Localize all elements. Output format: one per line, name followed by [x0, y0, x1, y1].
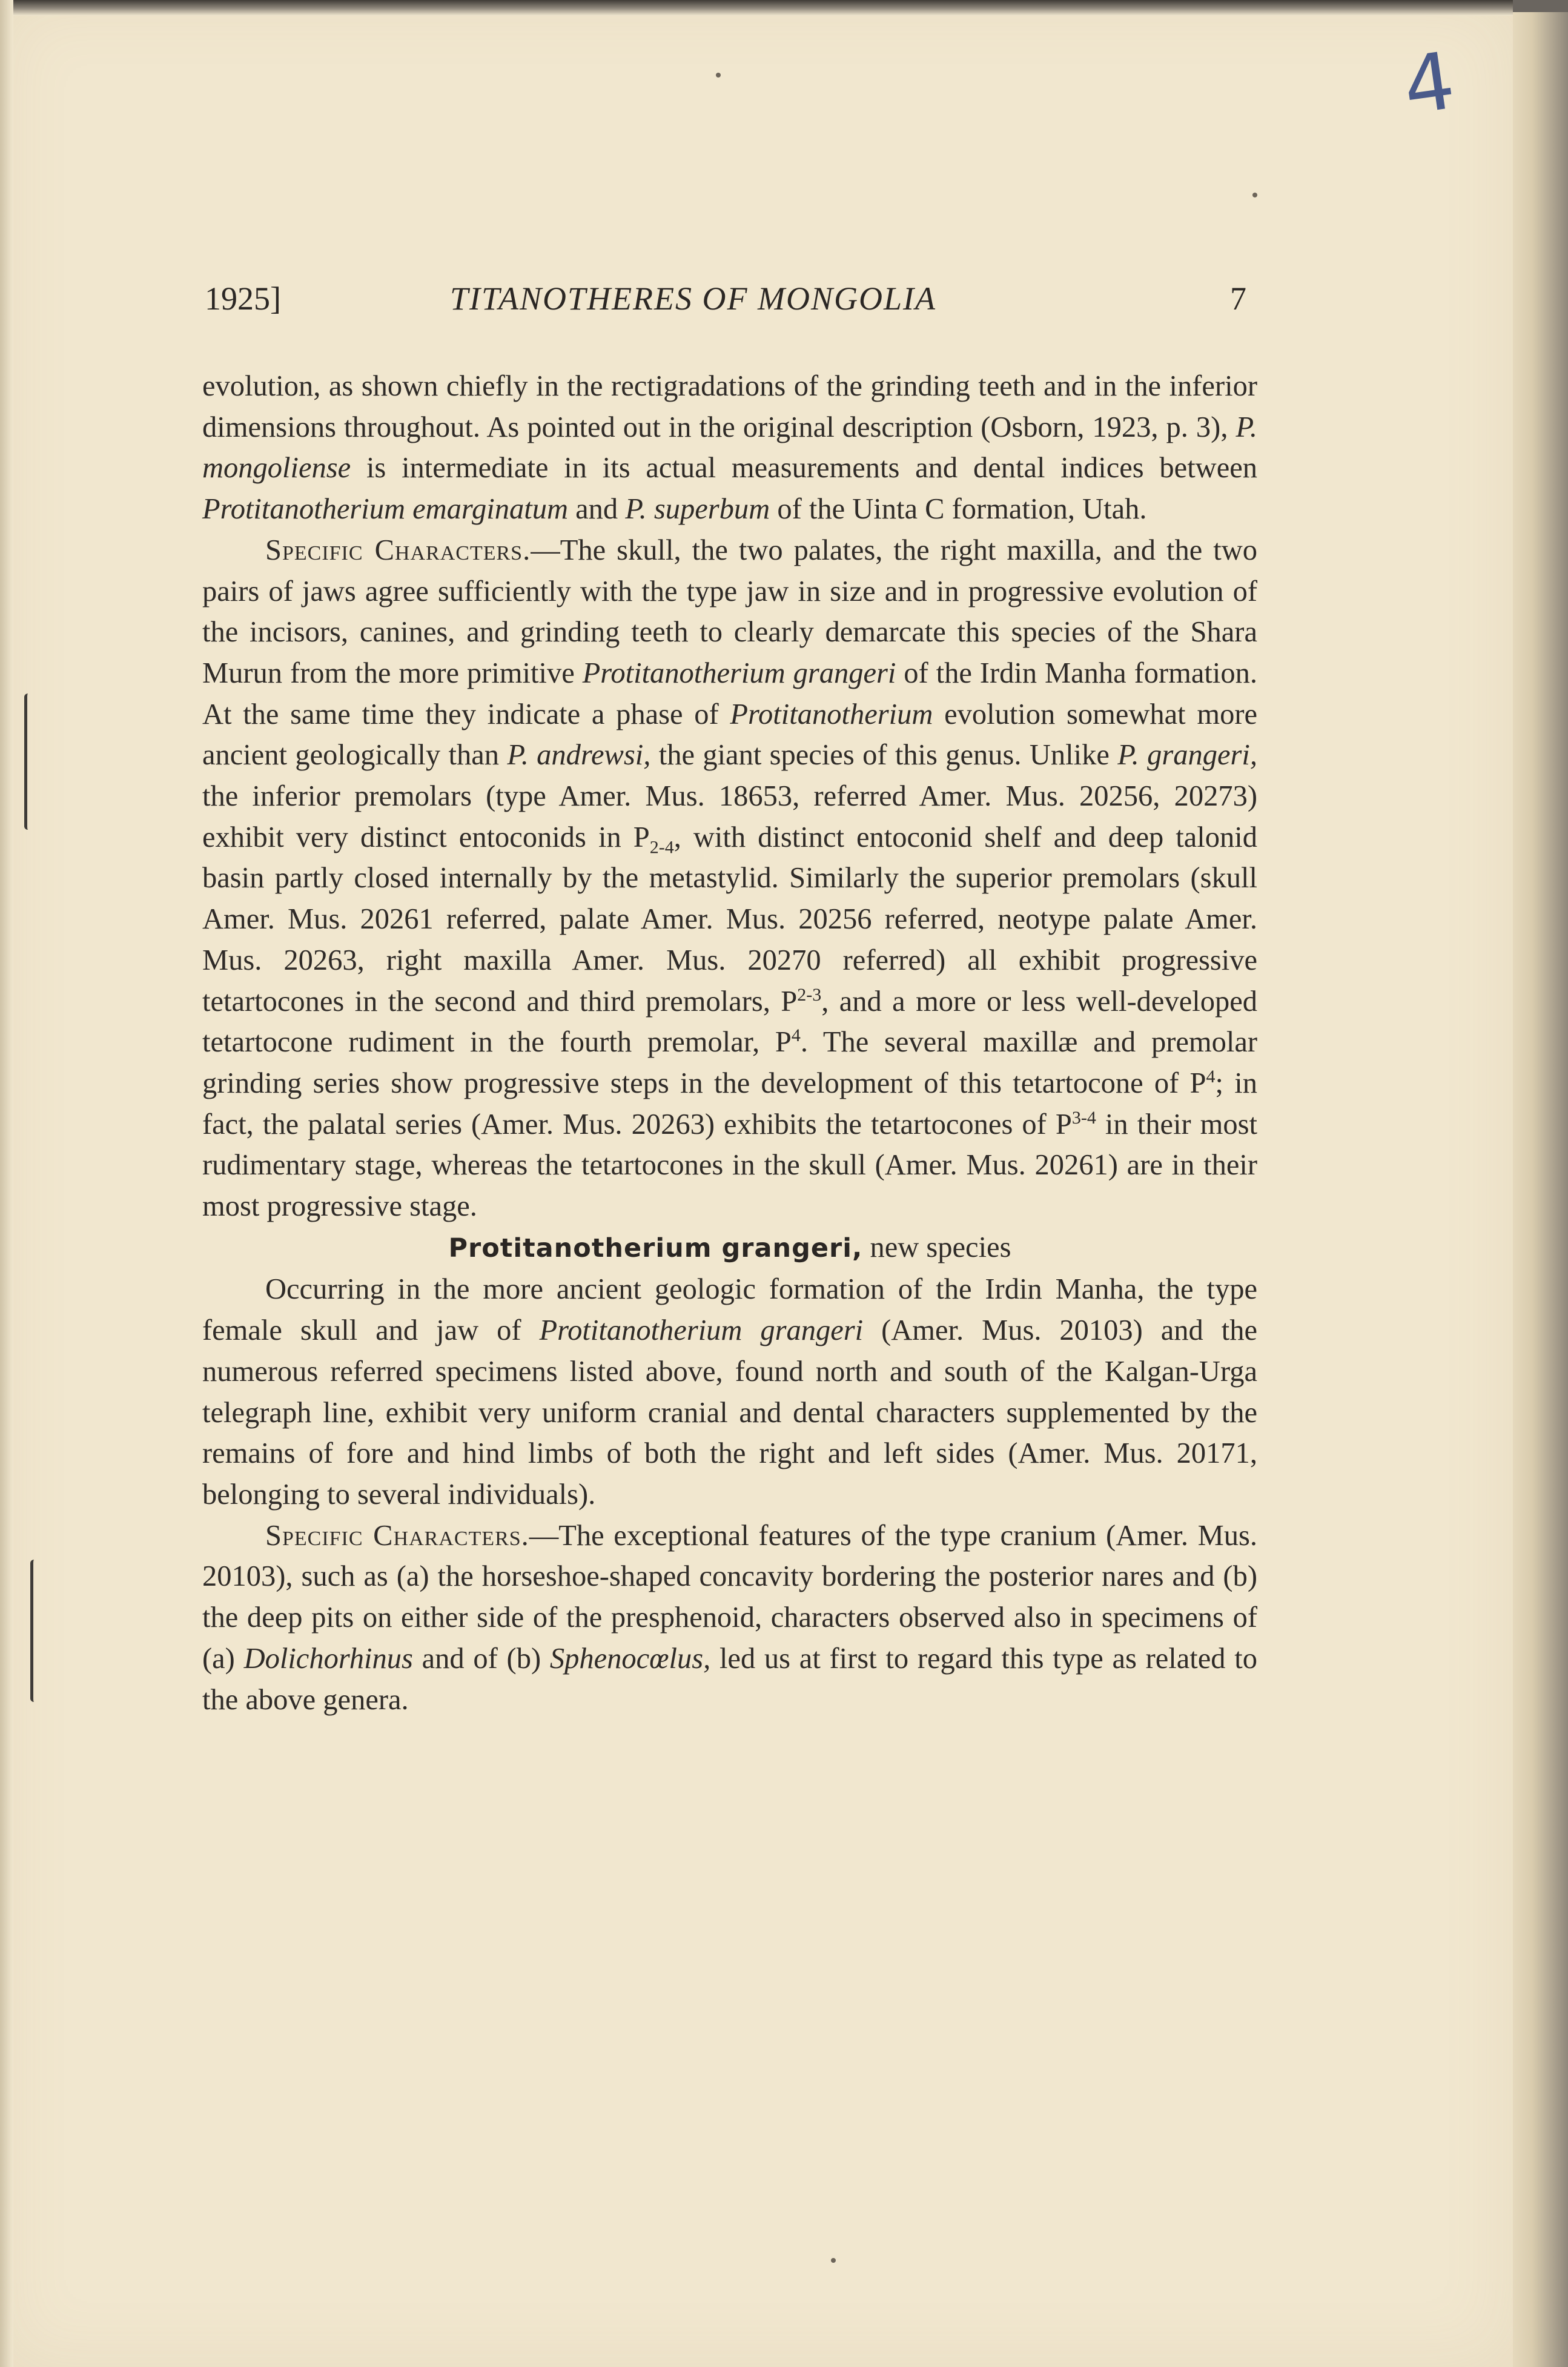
margin-bracket-mark: [30, 1560, 41, 1702]
running-head: [205, 280, 1252, 322]
page-top-edge: [0, 0, 1513, 16]
running-head-year: 1925]: [205, 280, 281, 317]
paragraph-specific-characters-mongoliense: Specific Characters.—The skull, the two palates, the right maxilla, and the two pairs of jaws agree sufficiently with the type jaw in size and in progressive evolution of the incisors, canines, and grinding teeth to clearly demarcate this species of the Shara Murun from the more primitive Protitanotherium grangeri of the Irdin Manha formation. At the same time they indicate a phase of Protitanotherium evolution somewhat more ancient geologically than P. andrewsi, the giant species of this genus. Unlike P. grangeri, the inferior premolars (type Amer. Mus. 18653, referred Amer. Mus. 20256, 20273) exhibit very distinct entoconids in $P_{2-4}$, with distinct entoconid shelf and deep talonid basin partly closed internally by the metastylid. Similarly the superior premolars (skull Amer. Mus. 20261 referred, palate Amer. Mus. 20256 referred, neotype palate Amer. Mus. 20263, right maxilla Amer. Mus. 20270 referred) all exhibit progressive tetartocones in the second and third premolars, $P^{2-3}$, and a more or less well-developed tetartocone rudiment in the fourth premolar, $P^4$. The several maxillæ and premolar grinding series show progressive steps in the development of this tetartocone of $P^4$; in fact, the palatal series (Amer. Mus. 20263) exhibits the tetartocones of $P^{3-4}$ in their most rudimentary stage, whereas the tetartocones in the skull (Amer. Mus. 20261) are in their most progressive stage.: [202, 534, 1258, 1223]
paper-speck: [716, 73, 721, 78]
species-heading: [202, 1227, 1257, 1270]
paragraph-grangeri-occurrence: Occurring in the more ancient geologic formation of the Irdin Manha, the type female skull and jaw of Protitanotherium grangeri (Amer. Mus. 20103) and the numerous referred specimens listed above, found north and south of the Kalgan-Urga telegraph line, exhibit very uniform cranial and dental characters supplemented by the remains of fore and hind limbs of both the right and left sides (Amer. Mus. 20171, belonging to several individuals).: [202, 1273, 1257, 1511]
species-name: Protitanotherium grangeri,: [448, 1233, 863, 1263]
running-head-title: TITANOTHERES OF MONGOLIA: [450, 280, 936, 317]
section-label: Specific Characters.: [265, 1519, 529, 1552]
section-label: Specific Characters.: [265, 534, 531, 566]
page-left-edge: [0, 0, 13, 2367]
margin-bracket-mark: [24, 694, 36, 830]
paragraph-evolution: evolution, as shown chiefly in the rectigradations of the grinding teeth and in the inferior dimensions throughout. As pointed out in the original description (Osborn, 1923, p. 3), P. mongoliense is intermediate in its actual measurements and dental indices between Protitanotherium emarginatum and P. superbum of the Uinta C formation, Utah.: [202, 370, 1257, 526]
handwritten-folio-number: 4: [1397, 35, 1458, 133]
paper-speck: [1252, 193, 1257, 197]
body-text: [202, 366, 1257, 1720]
paragraph-specific-characters-grangeri: Specific Characters.—The exceptional features of the type cranium (Amer. Mus. 20103), such as (a) the horseshoe-shaped concavity bordering the posterior nares and (b) the deep pits on either side of the presphenoid, characters observed also in specimens of (a) Dolichorhinus and of (b) Sphenocœlus, led us at first to regard this type as related to the above genera.: [202, 1519, 1257, 1716]
underlying-sheet-edge: [1508, 12, 1568, 2367]
paper-speck: [831, 2258, 836, 2263]
species-status: new species: [862, 1231, 1011, 1263]
page-number: 7: [1230, 280, 1246, 317]
